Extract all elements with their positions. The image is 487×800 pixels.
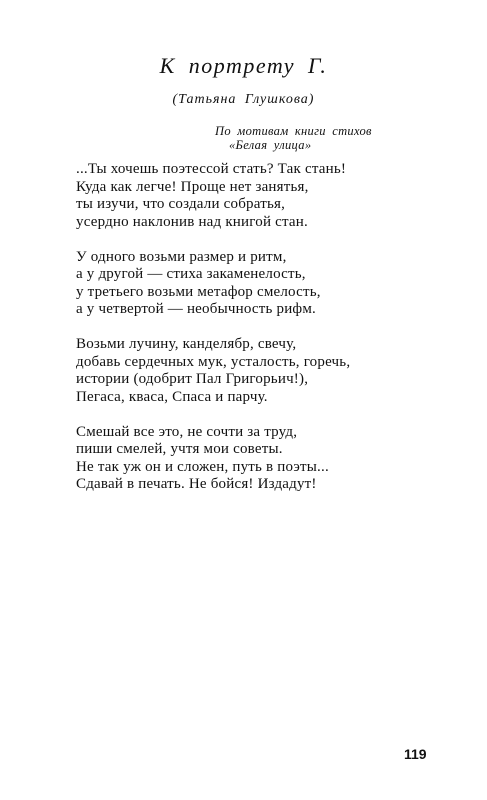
- verse-line: Не так уж он и сложен, путь в поэты...: [76, 458, 329, 475]
- stanza: [76, 424, 350, 494]
- verse-line: Пегаса, кваса, Спаса и парчу.: [76, 388, 268, 405]
- stanza: [76, 336, 350, 406]
- verse-line: усердно наклонив над книгой стан.: [76, 213, 308, 230]
- verse-line: ...Ты хочешь поэтессой стать? Так стань!: [76, 161, 347, 177]
- verse-line: добавь сердечных мук, усталость, горечь,: [76, 353, 351, 370]
- verse-line: Сдавай в печать. Не бойся! Издадут!: [76, 476, 317, 492]
- stanza: [76, 249, 350, 319]
- epigraph: [215, 124, 372, 152]
- verse-line: У одного возьми размер и ритм,: [76, 248, 287, 265]
- verse-line: пиши смелей, учтя мои советы.: [76, 441, 283, 457]
- verse-line: а у другой — стиха закаменелость,: [76, 266, 306, 282]
- verse-line: Смешай все это, не сочти за труд,: [76, 423, 298, 440]
- poem-body: [76, 161, 350, 511]
- verse-line: ты изучи, что создали собратья,: [76, 196, 286, 212]
- poem-title: К портрету Г.: [159, 53, 328, 78]
- verse-line: Возьми лучину, канделябр, свечу,: [76, 336, 297, 352]
- poem-dedication: (Татьяна Глушкова): [172, 92, 315, 107]
- verse-line: у третьего возьми метафор смелость,: [76, 283, 321, 300]
- page-number: 119: [404, 746, 427, 762]
- stanza: [76, 161, 350, 231]
- verse-line: истории (одобрит Пал Григорьич!),: [76, 371, 309, 387]
- verse-line: а у четвертой — необычность рифм.: [76, 301, 316, 317]
- epigraph-line: По мотивам книги стихов: [215, 124, 372, 138]
- verse-line: Куда как легче! Проще нет занятья,: [76, 178, 309, 195]
- epigraph-line: «Белая улица»: [229, 138, 312, 152]
